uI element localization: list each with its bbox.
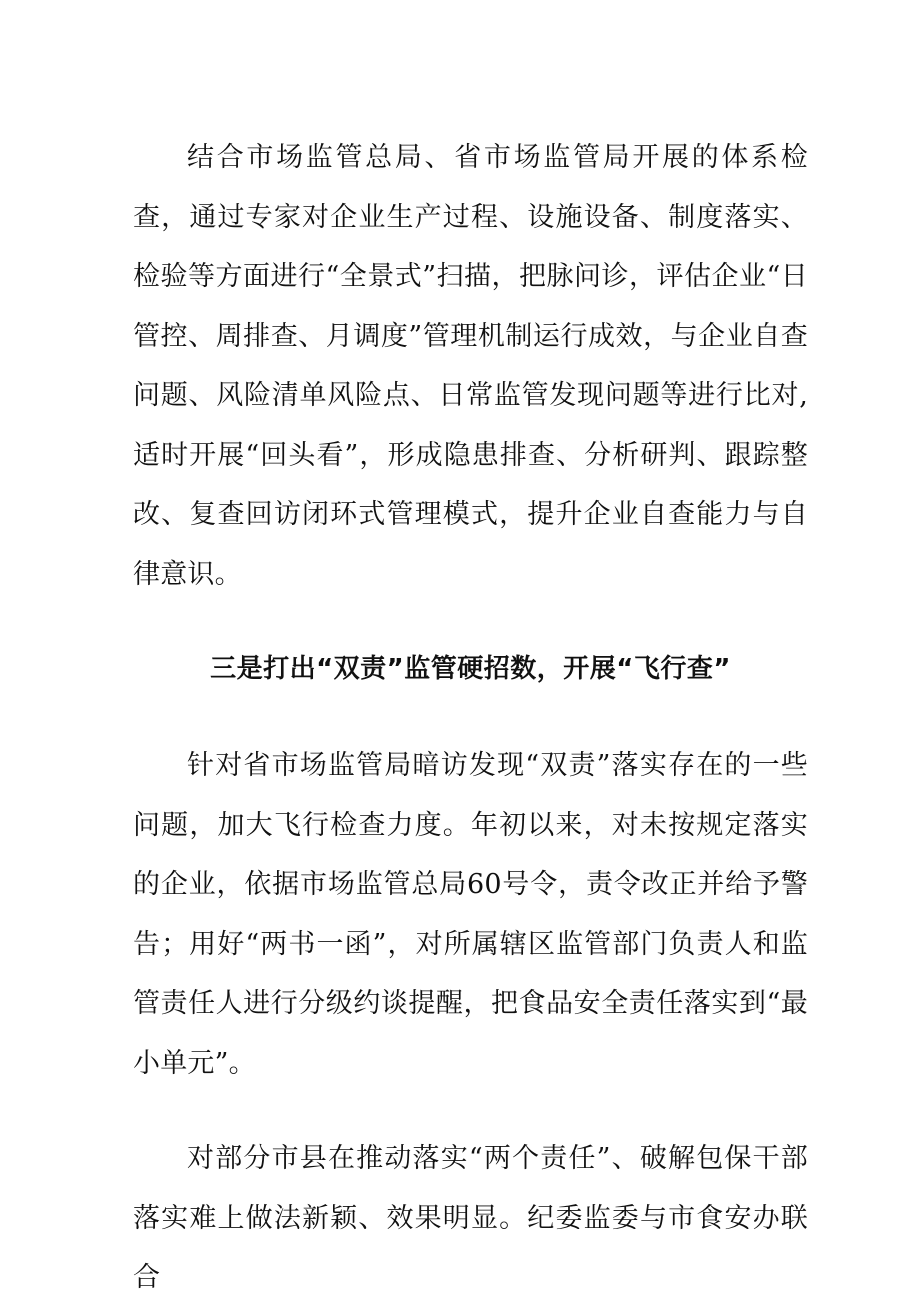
paragraph-system-inspection: 结合市场监管总局、省市场监管局开展的体系检查，通过专家对企业生产过程、设施设备、制度落实、检验等方面进行“全景式”扫描，把脉问诊，评估企业“日管控、周排查、月调度”管理机制运行成效，与企业自查问题、风险清单风险点、日常监管发现问题等进行比对,适时开展“回头看”，形成隐患排查、分析研判、跟踪整改、复查回访闭环式管理模式，提升企业自查能力与自律意识。 [133, 142, 808, 590]
section-heading: 三是打出“双责”监管硬招数，开展“飞行查” [210, 654, 731, 684]
paragraph-flight-inspection: 针对省市场监管局暗访发现“双责”落实存在的一些问题，加大飞行检查力度。年初以来，对未按规定落实的企业，依据市场监管总局60号令，责令改正并给予警告；用好“两书一函”，对所属辖区监管部门负责人和监管责任人进行分级约谈提醒，把食品安全责任落实到“最小单元”。 [133, 750, 808, 1079]
document-body [133, 128, 808, 1308]
paragraph-two-responsibilities: 对部分市县在推动落实“两个责任”、破解包保干部落实难上做法新颖、效果明显。纪委监委与市食安办联合 [133, 1143, 808, 1293]
